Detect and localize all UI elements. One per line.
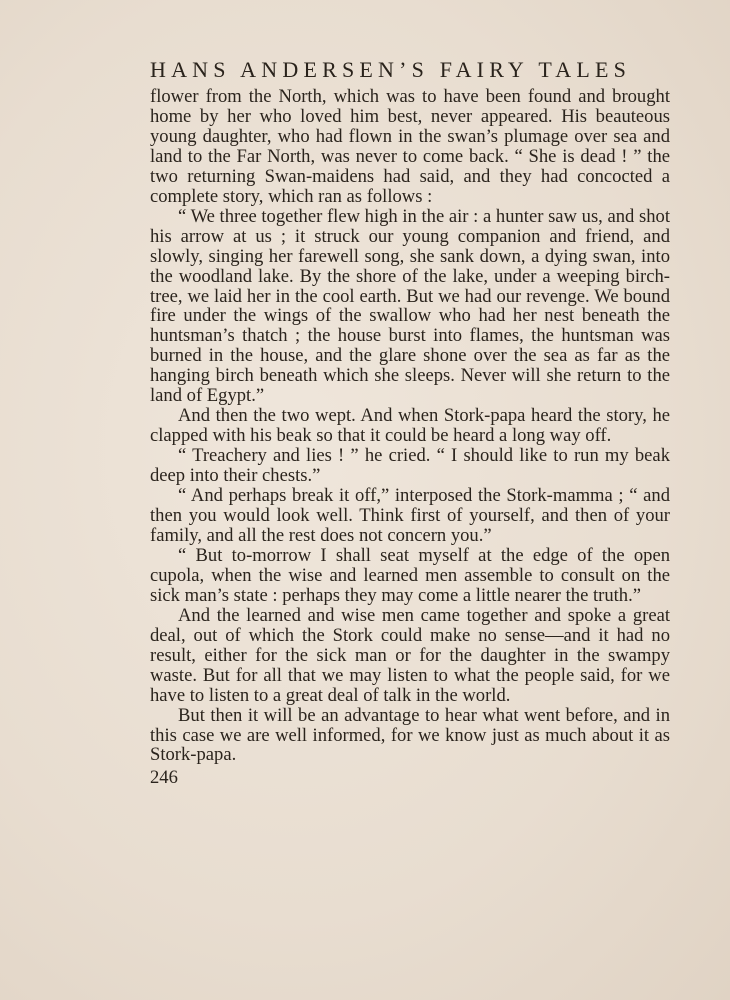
book-page <box>150 56 670 789</box>
paragraph: flower from the North, which was to have been found and brought home by her who loved him best, never appeared. His beauteous young daughter, who had flown in the swan’s plumage over sea and land to the Far North, was never to come back. “ She is dead ! ” the two returning Swan-maidens had said, and they had concocted a complete story, which ran as follows : <box>150 86 670 207</box>
paragraph: “ Treachery and lies ! ” he cried. “ I should like to run my beak deep into their chests.” <box>150 445 670 487</box>
paragraph: And then the two wept. And when Stork-papa heard the story, he clapped with his beak so that it could be heard a long way off. <box>150 405 670 447</box>
body-text <box>150 87 670 765</box>
paragraph: “ And perhaps break it off,” interposed the Stork-mamma ; “ and then you would look well. Think first of yourself, and then of your family, and all the rest does not concern you.” <box>150 485 670 546</box>
paragraph: “ But to-morrow I shall seat myself at the edge of the open cupola, when the wise and learned men assemble to consult on the sick man’s state : perhaps they may come a little nearer the truth.” <box>150 544 670 606</box>
paragraph: And the learned and wise men came together and spoke a great deal, out of which the Stork could make no sense—and it had no result, either for the sick man or for the daughter in the swampy waste. But for all that we may listen to what the people said, for we have to listen to a great deal of talk in the world. <box>150 604 670 706</box>
running-head: HANS ANDERSEN’S FAIRY TALES <box>150 57 632 82</box>
paragraph: But then it will be an advantage to hear what went before, and in this case we are well informed, for we know just as much about it as Stork-papa. <box>150 704 670 766</box>
page-number: 246 <box>150 767 178 789</box>
paragraph: “ We three together flew high in the air : a hunter saw us, and shot his arrow at us ; it struck our young companion and friend, and slowly, singing her farewell song, she sank down, a dying swan, into the woodland lake. By the shore of the lake, under a weeping birch-tree, we laid her in the cool earth. But we had our revenge. We bound fire under the wings of the swallow who had her nest beneath the huntsman’s thatch ; the house burst into flames, the huntsman was burned in the house, and the glare shone over the sea as far as the hanging birch beneath which she sleeps. Never will she return to the land of Egypt.” <box>150 205 670 407</box>
